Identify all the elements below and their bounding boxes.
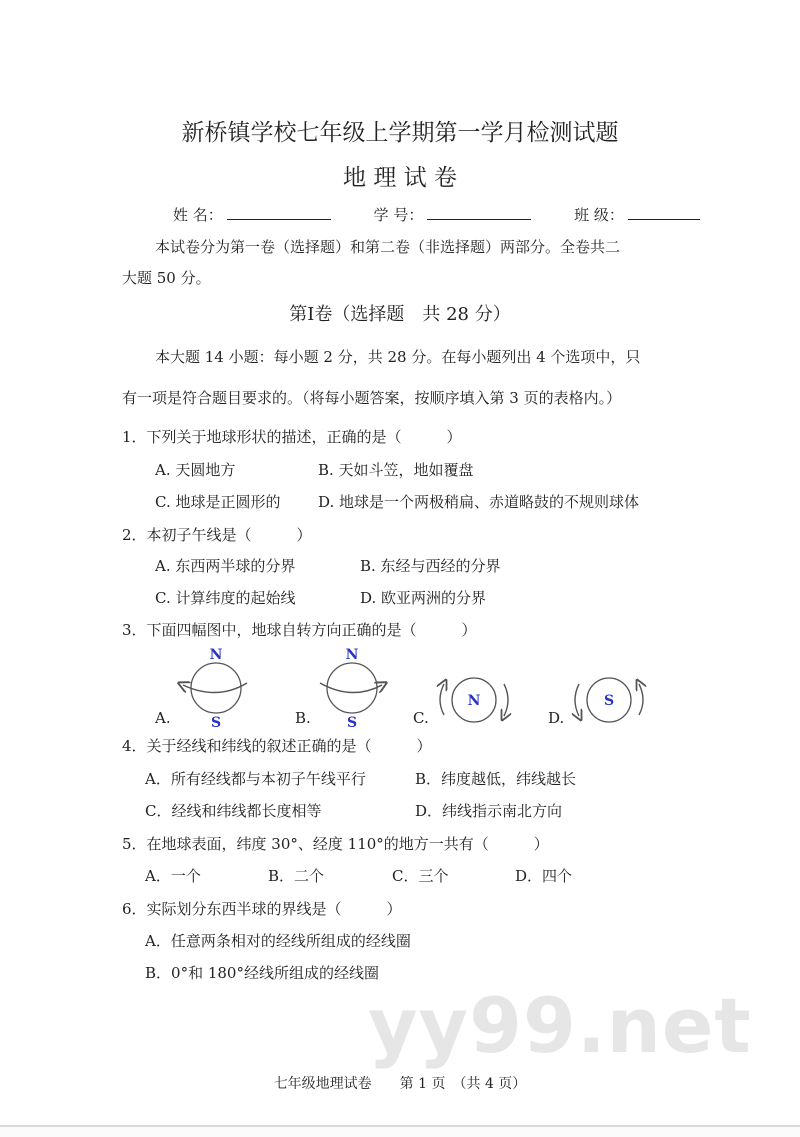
question-5-option-a: A．一个: [145, 867, 201, 885]
north-label: N: [345, 647, 359, 663]
question-3-option-b: B.: [295, 709, 311, 727]
question-1-option-d: D. 地球是一个两极稍扁、赤道略鼓的不规则球体: [318, 493, 640, 511]
question-3-option-d: D.: [548, 709, 565, 727]
student-info-row: [173, 205, 710, 225]
question-3-option-a: A.: [155, 709, 171, 727]
question-1-option-b: B. 天如斗笠，地如覆盘: [318, 461, 474, 479]
question-5-option-c: C．三个: [392, 867, 449, 885]
question-2-option-a: A. 东西两半球的分界: [155, 557, 296, 575]
intro-line-2: 大题 50 分。: [122, 269, 211, 287]
earth-rotation-figure-b: [312, 643, 392, 728]
watermark: yy99.net: [368, 981, 752, 1070]
name-label: 姓 名：: [173, 206, 223, 224]
question-4-option-b: B．纬度越低，纬线越长: [415, 770, 577, 788]
section-instructions-2: 有一项是符合题目要求的。（将每小题答案，按顺序填入第 3 页的表格内。）: [122, 389, 622, 407]
question-4-option-a: A．所有经线都与本初子午线平行: [145, 770, 366, 788]
earth-rotation-figure-a: [175, 643, 255, 728]
id-blank: [427, 205, 531, 220]
exam-subtitle: 地 理 试 卷: [343, 165, 457, 191]
question-6-option-b: B．0°和 180°经线所组成的经线圈: [145, 964, 379, 982]
question-3-option-c: C.: [413, 709, 429, 727]
question-6-option-a: A．任意两条相对的经线所组成的经线圈: [145, 932, 411, 950]
north-label: N: [467, 693, 481, 709]
question-3-stem: 3．下面四幅图中，地球自转方向正确的是（ ）: [122, 621, 477, 639]
page-footer: 七年级地理试卷 第 1 页 （共 4 页）: [273, 1076, 527, 1092]
question-2-option-d: D. 欧亚两洲的分界: [360, 589, 487, 607]
intro-line-1: 本试卷分为第一卷（选择题）和第二卷（非选择题）两部分。全卷共二: [155, 238, 621, 256]
question-2-option-c: C. 计算纬度的起始线: [155, 589, 296, 607]
class-label: 班 级：: [574, 206, 624, 224]
question-4-option-d: D．纬线指示南北方向: [415, 802, 563, 820]
south-label: S: [603, 693, 615, 709]
question-1-stem: 1．下列关于地球形状的描述，正确的是（ ）: [122, 428, 462, 446]
south-label: S: [346, 715, 358, 728]
question-5-option-b: B．二个: [268, 867, 325, 885]
class-blank: [628, 205, 700, 220]
question-5-option-d: D．四个: [515, 867, 573, 885]
section-title: 第Ⅰ卷（选择题 共 28 分）: [289, 304, 511, 325]
question-4-stem: 4．关于经线和纬线的叙述正确的是（ ）: [122, 737, 432, 755]
id-label: 学 号：: [373, 206, 424, 224]
question-6-stem: 6．实际划分东西半球的界线是（ ）: [122, 900, 402, 918]
question-1-option-a: A. 天圆地方: [155, 461, 236, 479]
name-blank: [227, 205, 331, 220]
question-4-option-c: C．经线和纬线都长度相等: [145, 802, 322, 820]
question-2-stem: 2．本初子午线是（ ）: [122, 526, 312, 544]
earth-rotation-figure-d: [567, 670, 652, 730]
exam-title: 新桥镇学校七年级上学期第一学月检测试题: [181, 120, 619, 146]
south-label: S: [210, 715, 222, 728]
earth-rotation-figure-c: [432, 670, 517, 730]
question-5-stem: 5．在地球表面，纬度 30°、经度 110°的地方一共有（ ）: [122, 835, 549, 853]
north-label: N: [209, 647, 223, 663]
question-2-option-b: B. 东经与西经的分界: [360, 557, 501, 575]
section-instructions-1: 本大题 14 小题：每小题 2 分，共 28 分。在每小题列出 4 个选项中，只: [155, 348, 641, 366]
question-1-option-c: C. 地球是正圆形的: [155, 493, 281, 511]
